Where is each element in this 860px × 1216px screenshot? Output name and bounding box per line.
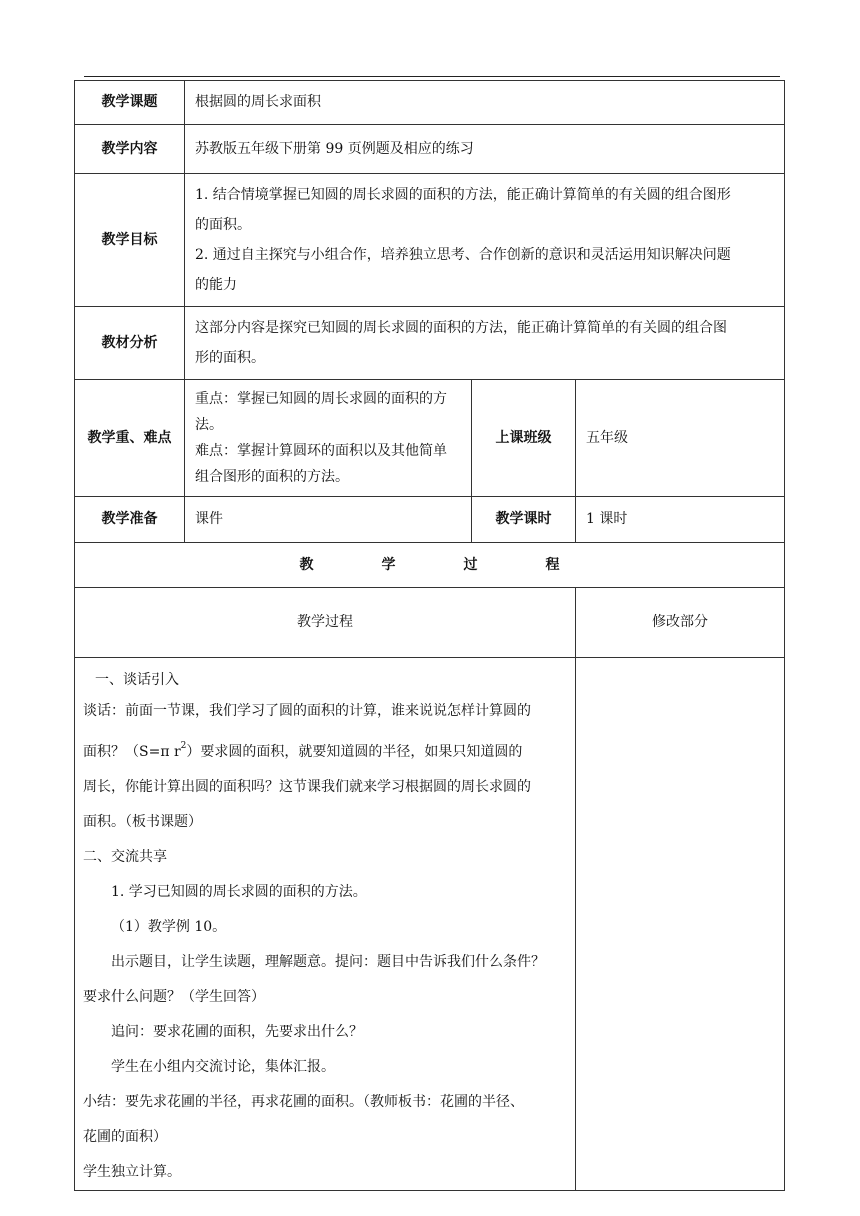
process-body — [75, 658, 576, 1191]
value-goals — [185, 174, 785, 307]
row-goals — [75, 174, 785, 307]
value-topic: 根据圆的周长求面积 — [185, 81, 785, 125]
analysis-line: 这部分内容是探究已知圆的周长求圆的面积的方法，能正确计算简单的有关圆的组合图 — [195, 320, 727, 336]
header-rule — [84, 76, 780, 77]
row-process-headers — [75, 588, 785, 658]
value-keypoints — [185, 380, 472, 497]
goals-line: 2. 通过自主探究与小组合作，培养独立思考、合作创新的意识和灵活运用知识解决问题 — [195, 247, 731, 263]
process-title-char: 过 — [463, 556, 478, 573]
paragraph-line: 面积。（板书课题） — [83, 814, 202, 830]
label-class: 上课班级 — [472, 380, 576, 497]
label-prep: 教学准备 — [75, 497, 185, 543]
keypoints-line: 难点：掌握计算圆环的面积以及其他简单 — [195, 443, 447, 459]
analysis-line: 形的面积。 — [195, 350, 265, 366]
section-heading: 二、交流共享 — [83, 849, 167, 865]
paragraph-line: 谈话：前面一节课，我们学习了圆的面积的计算，谁来说说怎样计算圆的 — [83, 703, 531, 719]
paragraph-line: （1）教学例 10。 — [111, 919, 227, 935]
goals-line: 的能力 — [195, 277, 237, 293]
header-revision: 修改部分 — [576, 588, 785, 658]
paragraph-text: ）要求圆的面积，就要知道圆的半径，如果只知道圆的 — [186, 744, 523, 760]
label-content: 教学内容 — [75, 125, 185, 174]
paragraph-line: 要求什么问题？（学生回答） — [83, 989, 265, 1005]
paragraph-line: 小结：要先求花圃的半径，再求花圃的面积。（教师板书：花圃的半径、 — [83, 1094, 524, 1110]
keypoints-line: 组合图形的面积的方法。 — [195, 469, 349, 485]
row-analysis — [75, 307, 785, 380]
goals-line: 1. 结合情境掌握已知圆的周长求圆的面积的方法，能正确计算简单的有关圆的组合图形 — [195, 187, 731, 203]
paragraph-line: 周长，你能计算出圆的面积吗？这节课我们就来学习根据圆的周长求圆的 — [83, 779, 531, 795]
label-topic: 教学课题 — [75, 81, 185, 125]
paragraph-line: 花圃的面积） — [83, 1129, 167, 1145]
row-topic — [75, 81, 785, 125]
row-process-body — [75, 658, 785, 1191]
label-analysis: 教材分析 — [75, 307, 185, 380]
revision-body — [576, 658, 785, 1191]
section-heading: 一、谈话引入 — [95, 672, 179, 688]
process-title — [75, 543, 785, 588]
row-process-title — [75, 543, 785, 588]
formula-text: 面积？（S=π r — [83, 744, 181, 760]
paragraph-line: 学生在小组内交流讨论，集体汇报。 — [111, 1059, 335, 1075]
label-goals: 教学目标 — [75, 174, 185, 307]
label-keypoints: 教学重、难点 — [75, 380, 185, 497]
paragraph-line: 出示题目，让学生读题，理解题意。提问：题目中告诉我们什么条件？ — [111, 954, 545, 970]
keypoints-line: 重点：掌握已知圆的周长求圆的面积的方 — [195, 391, 447, 407]
value-hours: 1 课时 — [576, 497, 785, 543]
goals-line: 的面积。 — [195, 217, 251, 233]
row-prep — [75, 497, 785, 543]
paragraph-line: 1. 学习已知圆的周长求圆的面积的方法。 — [111, 884, 367, 900]
keypoints-line: 法。 — [195, 417, 223, 433]
header-process: 教学过程 — [75, 588, 576, 658]
paragraph-line — [83, 729, 567, 770]
value-prep: 课件 — [185, 497, 472, 543]
label-hours: 教学课时 — [472, 497, 576, 543]
process-title-char: 教 — [299, 556, 314, 573]
row-content — [75, 125, 785, 174]
value-class: 五年级 — [576, 380, 785, 497]
formula-exponent: 2 — [180, 741, 187, 751]
paragraph-line: 学生独立计算。 — [83, 1164, 181, 1180]
lesson-plan-table — [74, 80, 785, 1191]
process-title-char: 学 — [381, 556, 396, 573]
process-title-char: 程 — [545, 556, 560, 573]
paragraph-line: 追问：要求花圃的面积，先要求出什么？ — [111, 1024, 363, 1040]
row-keypoints — [75, 380, 785, 497]
value-content: 苏教版五年级下册第 99 页例题及相应的练习 — [185, 125, 785, 174]
value-analysis — [185, 307, 785, 380]
